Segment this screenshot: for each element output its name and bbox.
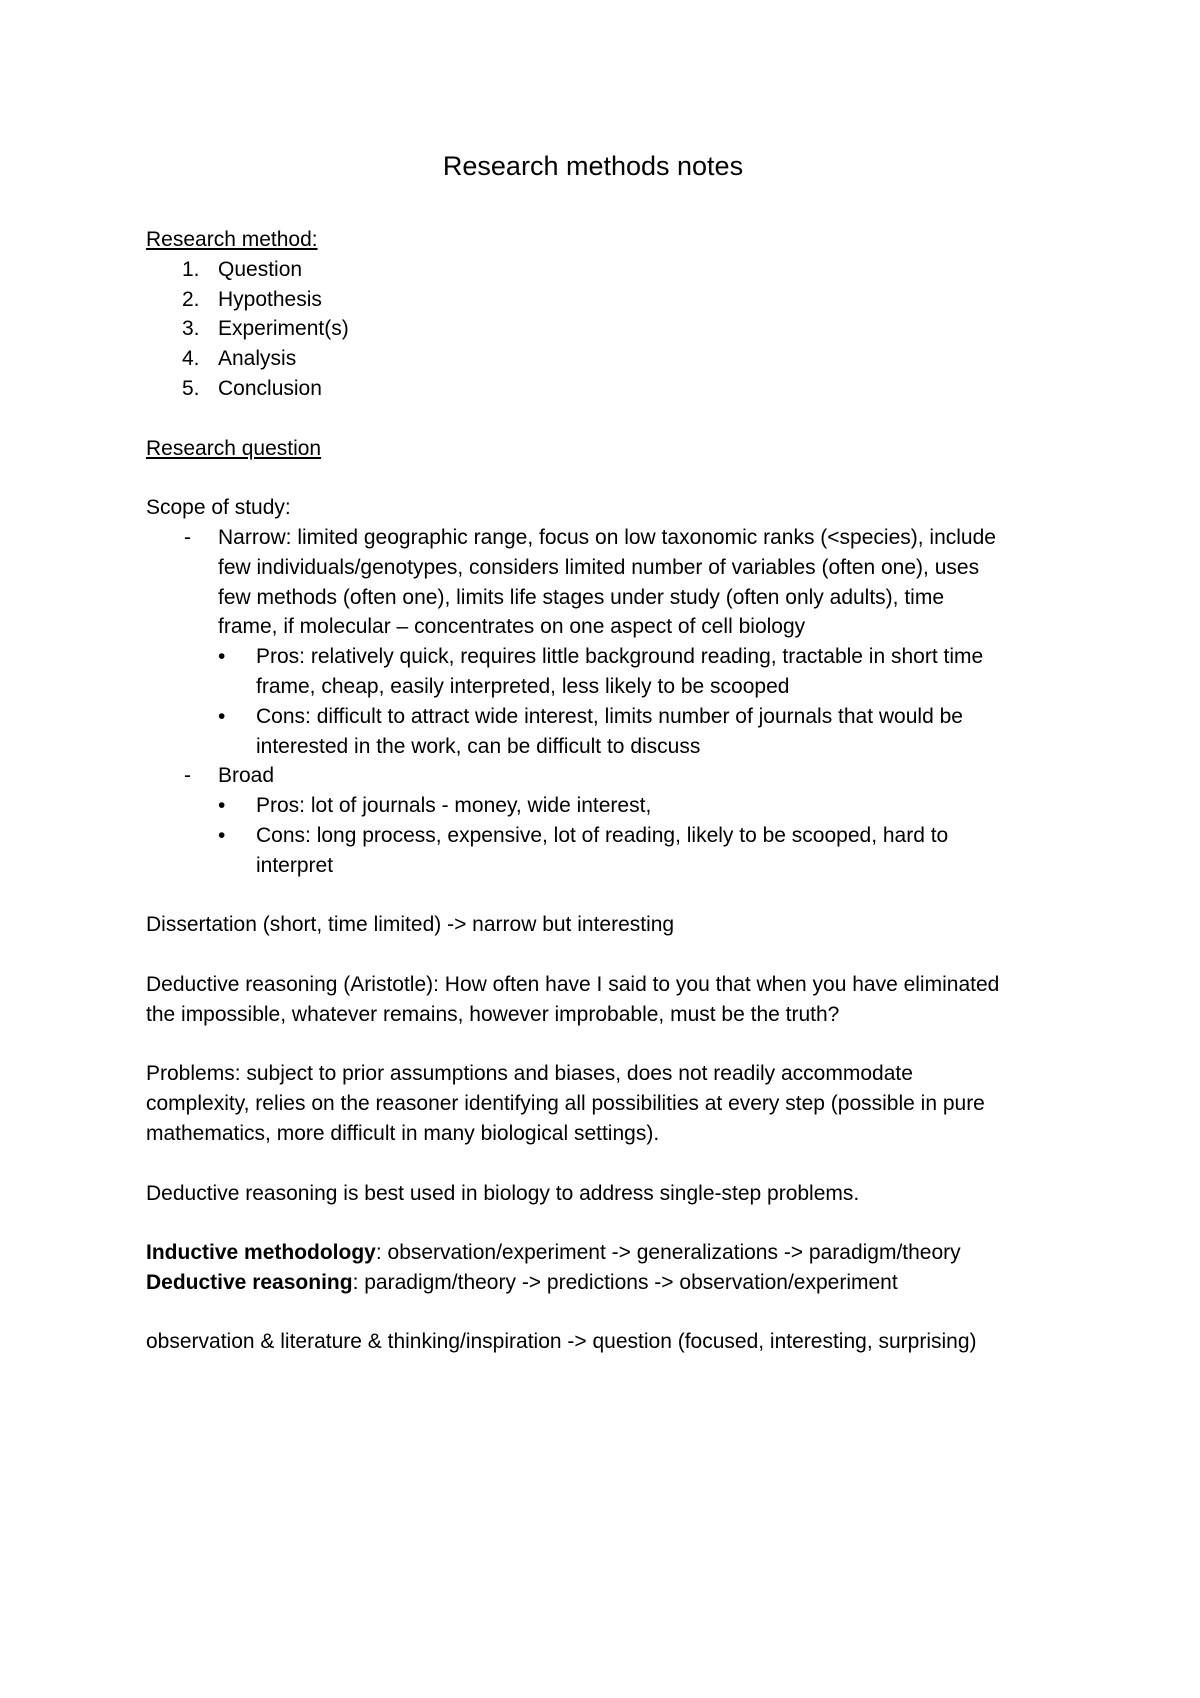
step-label: Hypothesis (218, 287, 322, 311)
inductive-methodology-text: : observation/experiment -> generalizations -> paradigm/theory (375, 1241, 961, 1265)
scope-heading: Scope of study: (146, 496, 291, 520)
step-number: 1. (182, 257, 200, 281)
step-item (146, 374, 1066, 404)
deductive-reasoning-term: Deductive reasoning (146, 1270, 353, 1294)
narrow-cons (146, 702, 1066, 762)
narrow-cons-line: interested in the work, can be difficult to discuss (256, 734, 701, 758)
research-method-heading: Research method: (146, 228, 318, 251)
narrow-line: few individuals/genotypes, considers limited number of variables (often one), uses (218, 555, 980, 579)
step-number: 2. (182, 287, 200, 311)
broad-label: Broad (218, 764, 275, 788)
step-item (146, 255, 1066, 285)
narrow-pros (146, 642, 1066, 702)
narrow-pros-line: Pros: relatively quick, requires little background reading, tractable in short time (256, 645, 984, 669)
broad-pros (146, 791, 1066, 821)
problems-line: Problems: subject to prior assumptions and biases, does not readily accommodate (146, 1062, 913, 1086)
broad-cons (146, 821, 1066, 881)
step-label: Experiment(s) (218, 317, 349, 341)
dissertation-note: Dissertation (short, time limited) -> narrow but interesting (146, 913, 675, 937)
bullet-marker: • (218, 823, 226, 847)
step-label: Conclusion (218, 376, 322, 400)
bullet-marker: • (218, 645, 226, 669)
step-label: Question (218, 257, 303, 281)
research-question-heading: Research question (146, 436, 322, 460)
document-title: Research methods notes (442, 151, 744, 181)
step-item (146, 314, 1066, 344)
step-number: 4. (182, 347, 200, 371)
inductive-methodology-line (146, 1238, 1066, 1268)
deductive-line: the impossible, whatever remains, however improbable, must be the truth? (146, 1002, 840, 1026)
step-number: 3. (182, 317, 200, 341)
narrow-line: frame, if molecular – concentrates on one aspect of cell biology (218, 615, 806, 639)
step-item (146, 344, 1066, 374)
deductive-best-note: Deductive reasoning is best used in biology to address single-step problems. (146, 1181, 860, 1205)
step-label: Analysis (218, 347, 297, 371)
dash-marker: - (184, 525, 191, 549)
inductive-methodology-term: Inductive methodology (146, 1241, 376, 1265)
deductive-reasoning-line (146, 1268, 1066, 1298)
narrow-line: Narrow: limited geographic range, focus on low taxonomic ranks (<species), include (218, 525, 996, 549)
narrow-line: few methods (often one), limits life stages under study (often only adults), time (218, 585, 945, 609)
observation-note: observation & literature & thinking/inspiration -> question (focused, interesting, surprising) (146, 1330, 977, 1354)
narrow-cons-line: Cons: difficult to attract wide interest, limits number of journals that would be (256, 704, 963, 728)
broad-pros-line: Pros: lot of journals - money, wide interest, (256, 794, 652, 818)
bullet-marker: • (218, 794, 226, 818)
narrow-item (146, 523, 1066, 642)
problems-line: mathematics, more difficult in many biological settings). (146, 1121, 660, 1145)
narrow-pros-line: frame, cheap, easily interpreted, less likely to be scooped (256, 674, 790, 698)
problems-line: complexity, relies on the reasoner identifying all possibilities at every step (possible in pure (146, 1092, 985, 1116)
dash-marker: - (184, 764, 191, 788)
research-method-steps (146, 255, 1066, 404)
bullet-marker: • (218, 704, 226, 728)
broad-item (146, 761, 1066, 791)
broad-cons-line: interpret (256, 853, 334, 877)
step-number: 5. (182, 376, 200, 400)
document-body (146, 225, 1066, 1357)
deductive-line: Deductive reasoning (Aristotle): How often have I said to you that when you have eliminated (146, 972, 1000, 996)
deductive-reasoning-text: : paradigm/theory -> predictions -> observation/experiment (352, 1270, 898, 1294)
broad-cons-line: Cons: long process, expensive, lot of reading, likely to be scooped, hard to (256, 823, 949, 847)
step-item (146, 285, 1066, 315)
